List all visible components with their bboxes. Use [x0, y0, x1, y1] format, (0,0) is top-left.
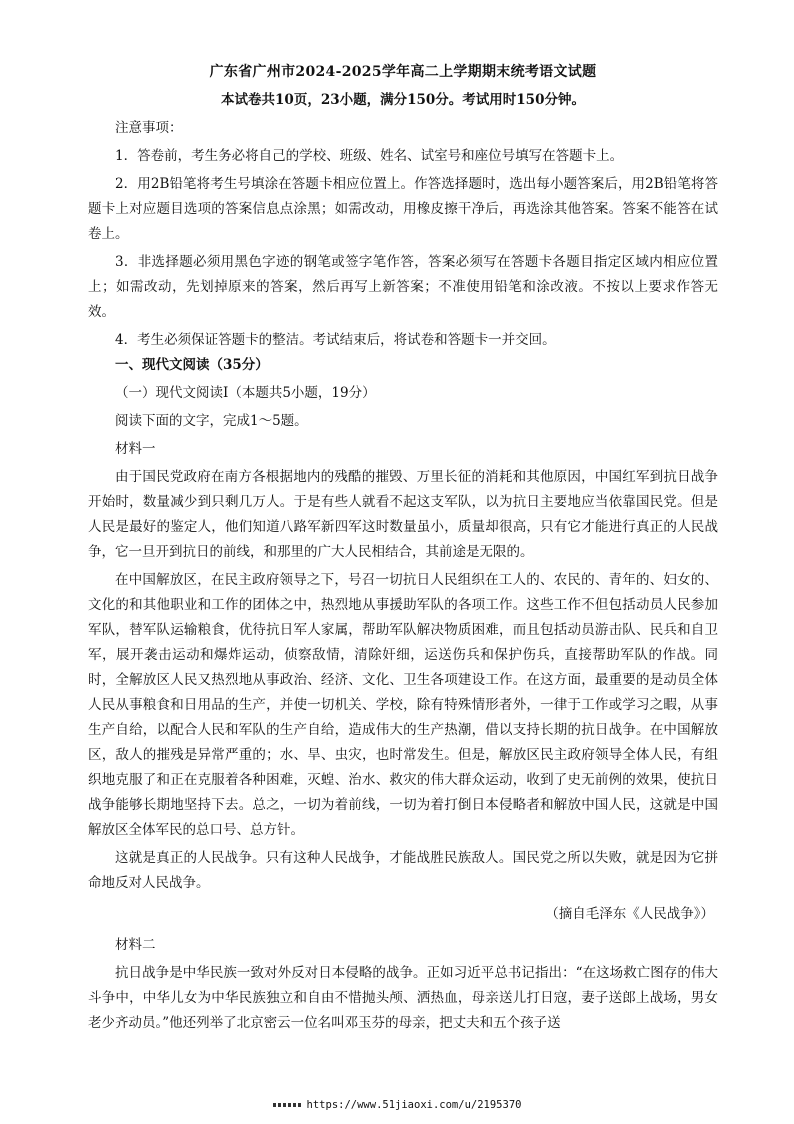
section-heading: 一、现代文阅读（35分）: [115, 357, 269, 373]
notice-item-4: 4．考生必须保证答题卡的整洁。考试结束后，将试卷和答题卡一并交回。: [115, 332, 556, 348]
notice-item-3: 3．非选择题必须用黑色字迹的钢笔或签字笔作答，答案必须写在答题卡各题目指定区域内相应位置上；如需改动，先划掉原来的答案，然后再写上新答案；不准使用铅笔和涂改液。不按以上要求作答无效。: [88, 254, 718, 320]
material-1-paragraph: 由于国民党政府在南方各根据地内的残酷的摧毁、万里长征的消耗和其他原因，中国红军到抗日战争开始时，数量减少到只剩几万人。于是有些人就看不起这支军队，以为抗日主要地应当依靠国民党。但是人民是最好的鉴定人，他们知道八路军新四军这时数量虽小，质量却很高，只有它才能进行真正的人民战争，它一旦开到抗日的前线，和那里的广大人民相结合，其前途是无限的。: [88, 469, 718, 560]
footer-link[interactable]: https://www.51jiaoxi.com/u/2195370: [306, 1099, 522, 1111]
page-title: 广东省广州市2024-2025学年高二上学期期末统考语文试题: [209, 64, 597, 80]
notice-heading: 注意事项：: [115, 120, 183, 136]
notice-item-1: 1．答卷前，考生务必将自己的学校、班级、姓名、试室号和座位号填写在答题卡上。: [115, 148, 624, 164]
page-footer: [0, 1099, 794, 1111]
reading-instruction: 阅读下面的文字，完成1～5题。: [115, 413, 308, 429]
watermark-mark: [273, 1103, 303, 1107]
exam-info: 本试卷共10页，23小题，满分150分。考试用时150分钟。: [221, 92, 585, 108]
material-2-label: 材料二: [115, 937, 156, 953]
material-1-paragraph: 在中国解放区，在民主政府领导之下，号召一切抗日人民组织在工人的、农民的、青年的、妇女的、文化的和其他职业和工作的团体之中，热烈地从事援助军队的各项工作。这些工作不但包括动员人民参加军队，替军队运输粮食，优待抗日军人家属，帮助军队解决物质困难，而且包括动员游击队、民兵和自卫军，展开袭击运动和爆炸运动，侦察敌情，清除奸细，运送伤兵和保护伤兵，直接帮助军队的作战。同时，全解放区人民又热烈地从事政治、经济、文化、卫生各项建设工作。在这方面，最重要的是动员全体人民从事粮食和日用品的生产，并使一切机关、学校，除有特殊情形者外，一律于工作或学习之暇，从事生产自给，以配合人民和军队的生产自给，造成伟大的生产热潮，借以支持长期的抗日战争。在中国解放区，敌人的摧残是异常严重的；水、旱、虫灾，也时常发生。但是，解放区民主政府领导全体人民，有组织地克服了和正在克服着各种困难，灭蝗、治水、救灾的伟大群众运动，收到了史无前例的效果，使抗日战争能够长期地坚持下去。总之，一切为着前线，一切为着打倒日本侵略者和解放中国人民，这就是中国解放区全体军民的总口号、总方针。: [88, 572, 718, 838]
material-1-label: 材料一: [115, 441, 156, 457]
material-1-paragraph: 这就是真正的人民战争。只有这种人民战争，才能战胜民族敌人。国民党之所以失败，就是因为它拼命地反对人民战争。: [88, 850, 718, 891]
material-2-paragraph: 抗日战争是中华民族一致对外反对日本侵略的战争。正如习近平总书记指出：“在这场救亡图存的伟大斗争中，中华儿女为中华民族独立和自由不惜抛头颅、洒热血，母亲送儿打日寇，妻子送郎上战场，男女老少齐动员。”他还列举了北京密云一位名叫邓玉芬的母亲，把丈夫和五个孩子送: [88, 965, 718, 1031]
notice-item-2: 2．用2B铅笔将考生号填涂在答题卡相应位置上。作答选择题时，选出每小题答案后，用2B铅笔将答题卡上对应题目选项的答案信息点涂黑；如需改动，用橡皮擦干净后，再选涂其他答案。答案不能答在试卷上。: [88, 176, 718, 242]
document-body: [88, 62, 718, 1036]
material-1-source: （摘自毛泽东《人民战争》）: [545, 906, 714, 922]
subsection-heading: （一）现代文阅读Ⅰ（本题共5小题，19分）: [115, 385, 376, 401]
